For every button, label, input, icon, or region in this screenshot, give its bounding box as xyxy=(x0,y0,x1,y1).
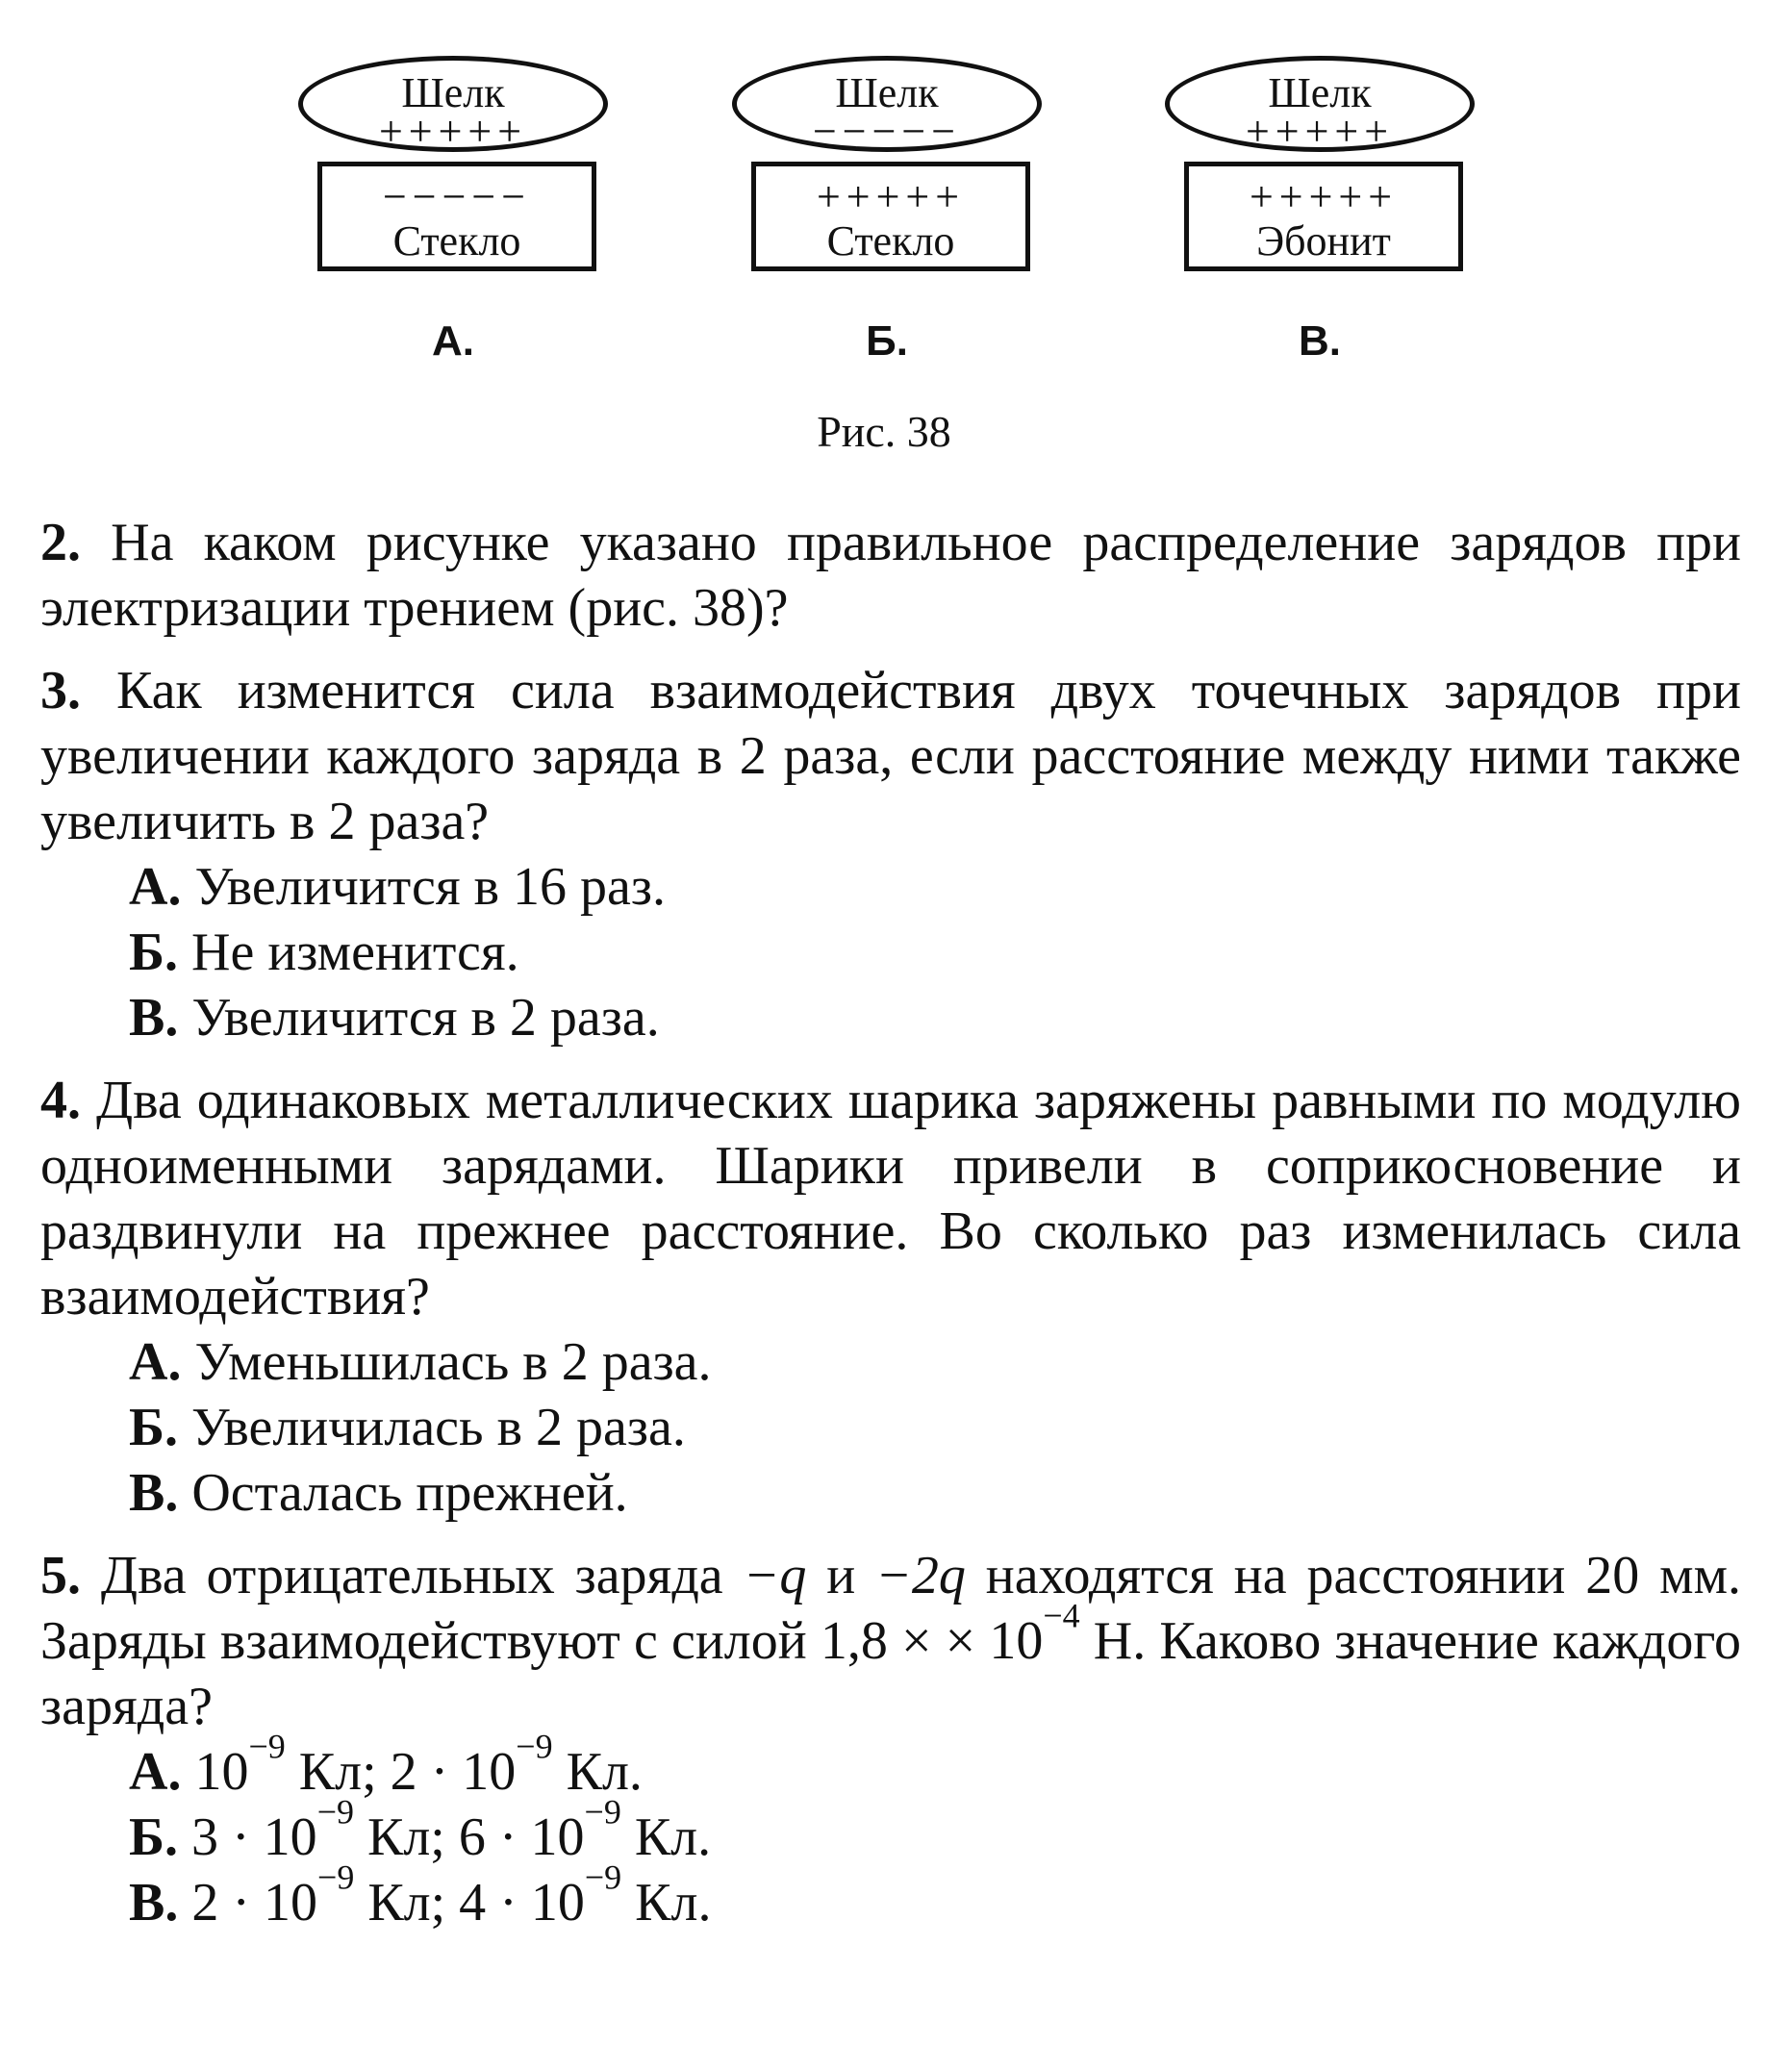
question-number: 5. xyxy=(40,1546,81,1605)
silk-ellipse xyxy=(1165,56,1475,155)
option-text: Кл. xyxy=(620,1807,712,1867)
question-number: 2. xyxy=(40,513,81,572)
answer-option-a xyxy=(40,854,1741,920)
answer-option-c xyxy=(40,1460,1741,1526)
option-letter: А. xyxy=(129,857,182,917)
silk-ellipse xyxy=(298,56,608,155)
option-text: Осталась прежней. xyxy=(191,1463,628,1523)
answer-option-c xyxy=(40,985,1741,1050)
variant-label: Б. xyxy=(866,317,908,365)
question-body-part: Два отрицательных заряда xyxy=(100,1546,744,1605)
silk-charge-signs: −−−−− xyxy=(812,108,962,155)
figure-caption: Рис. 38 xyxy=(817,407,951,456)
body-label: Стекло xyxy=(826,217,955,265)
option-letter: А. xyxy=(129,1332,182,1392)
option-text: Увеличится в 16 раз. xyxy=(194,857,666,917)
option-letter: В. xyxy=(129,1873,179,1933)
option-text: Увеличилась в 2 раза. xyxy=(191,1398,686,1457)
question-2 xyxy=(40,510,1741,641)
option-letter: Б. xyxy=(129,922,179,982)
question-body: На каком рисунке указано правильное распределение зарядов при электризации трением (рис. 38)? xyxy=(40,513,1742,638)
body-label: Стекло xyxy=(392,217,521,265)
option-letter: А. xyxy=(129,1742,182,1802)
question-body-part: Н. Каково значение каждого заряда? xyxy=(40,1611,1742,1736)
figure-variant-c xyxy=(1161,56,1488,364)
exponent: −9 xyxy=(248,1727,286,1766)
question-5 xyxy=(40,1543,1741,1935)
option-text: Кл; 2 · 10 xyxy=(285,1742,517,1802)
question-text xyxy=(40,1543,1741,1739)
option-letter: Б. xyxy=(129,1807,179,1867)
silk-ellipse xyxy=(732,56,1042,155)
option-text: Уменьшилась в 2 раза. xyxy=(194,1332,712,1392)
exponent: −4 xyxy=(1043,1596,1080,1635)
body-charge-signs: −−−−− xyxy=(382,173,532,220)
figure-variant-a xyxy=(294,56,621,364)
answer-option-b xyxy=(40,920,1741,985)
answer-option-c xyxy=(40,1857,1741,1935)
figure-variant-b xyxy=(728,56,1055,364)
exponent: −9 xyxy=(316,1792,354,1832)
question-number: 4. xyxy=(40,1071,81,1130)
question-4 xyxy=(40,1068,1741,1526)
silk-label: Шелк xyxy=(401,69,505,116)
option-text: 2 · 10 xyxy=(191,1873,318,1933)
question-text xyxy=(40,658,1741,854)
silk-charge-signs: +++++ xyxy=(1245,108,1395,155)
option-text: Кл; 4 · 10 xyxy=(354,1873,585,1933)
option-text: Увеличится в 2 раза. xyxy=(191,988,660,1048)
exponent: −9 xyxy=(317,1857,355,1897)
question-3 xyxy=(40,658,1741,1050)
answer-option-a xyxy=(40,1727,1741,1805)
variant-label: А. xyxy=(432,317,474,365)
answer-option-b xyxy=(40,1395,1741,1460)
exponent: −9 xyxy=(584,1792,621,1832)
question-body: Как изменится сила взаимодействия двух точечных зарядов при увеличении каждого заряда в 2 раза, если расстояние между ними также увеличить в 2 раза? xyxy=(40,661,1741,851)
body-charge-signs: +++++ xyxy=(816,173,966,220)
question-body-part: и xyxy=(806,1546,876,1605)
body-label: Эбонит xyxy=(1256,217,1391,265)
option-text: Не изменится. xyxy=(191,922,519,982)
option-text: 10 xyxy=(194,1742,249,1802)
question-text xyxy=(40,1068,1741,1329)
exponent: −9 xyxy=(516,1727,553,1766)
variant-label: В. xyxy=(1299,317,1341,365)
exponent: −9 xyxy=(584,1857,622,1897)
option-text: Кл; 6 · 10 xyxy=(354,1807,585,1867)
question-text xyxy=(40,510,1741,641)
answer-option-b xyxy=(40,1792,1741,1870)
body-box xyxy=(317,162,596,271)
option-text: Кл. xyxy=(621,1873,712,1933)
question-number: 3. xyxy=(40,661,81,720)
silk-label: Шелк xyxy=(835,69,939,116)
option-letter: В. xyxy=(129,988,179,1048)
charge-symbol: −q xyxy=(743,1546,807,1605)
question-body: Два одинаковых металлических шарика заряжены равными по модулю одноименными зарядами. Шарики привели в соприкосновение и раздвинули на прежнее расстояние. Во сколько раз изменилась сила взаимодействия? xyxy=(40,1071,1741,1327)
silk-label: Шелк xyxy=(1268,69,1372,116)
questions xyxy=(40,510,1741,1953)
silk-charge-signs: +++++ xyxy=(378,108,528,155)
option-text: 3 · 10 xyxy=(191,1807,317,1867)
option-letter: В. xyxy=(129,1463,179,1523)
body-box xyxy=(751,162,1030,271)
body-charge-signs: +++++ xyxy=(1249,173,1399,220)
charge-symbol: −2q xyxy=(875,1546,966,1605)
option-letter: Б. xyxy=(129,1398,179,1457)
option-text: Кл. xyxy=(552,1742,643,1802)
answer-option-a xyxy=(40,1329,1741,1395)
figure-38 xyxy=(0,0,1768,462)
body-box xyxy=(1184,162,1463,271)
question-body-part: находятся на расстоянии 20 мм. Заряды взаимодействуют с силой 1,8 × × 10 xyxy=(40,1546,1742,1671)
